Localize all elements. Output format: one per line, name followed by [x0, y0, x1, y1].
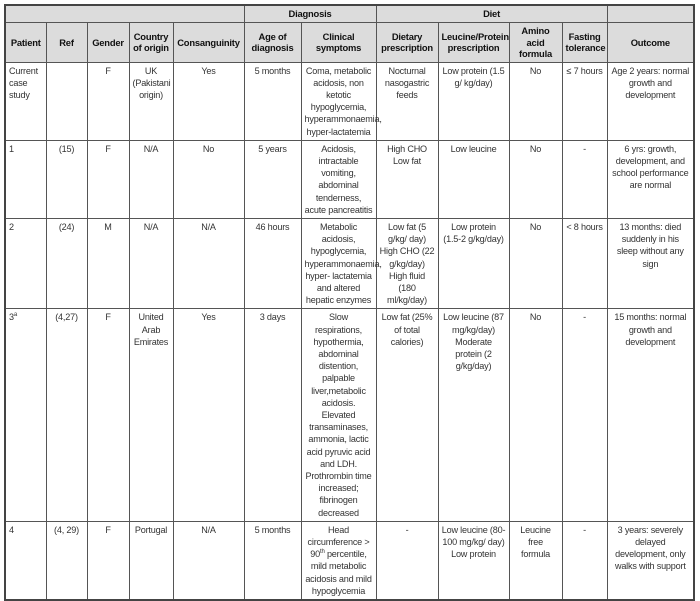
cell-ref: (15) [46, 140, 87, 218]
group-header-row [5, 5, 694, 23]
cell-country: N/A [129, 218, 173, 308]
cell-outcome: 15 months: normal growth and development [607, 309, 694, 521]
symptoms-text-cont: percentile, mild metabolic acidosis and mild hypoglycemia [305, 549, 372, 596]
table-row [5, 521, 694, 600]
cell-fasting-tolerance: < 8 hours [562, 218, 607, 308]
cell-age-of-diagnosis: 3 days [244, 309, 301, 521]
cell-consanguinity: N/A [173, 521, 244, 600]
cell-dietary-prescription: Low fat (25% of total calories) [376, 309, 438, 521]
case-comparison-table [4, 4, 695, 601]
cell-patient [5, 309, 46, 521]
cell-amino-acid-formula: Leucine free formula [509, 521, 562, 600]
cell-gender: M [87, 218, 129, 308]
cell-gender: F [87, 309, 129, 521]
cell-country: N/A [129, 140, 173, 218]
cell-country: United Arab Emirates [129, 309, 173, 521]
col-header-dietary-prescription: Dietary prescription [376, 23, 438, 63]
cell-outcome: 13 months: died suddenly in his sleep without any sign [607, 218, 694, 308]
cell-ref: (24) [46, 218, 87, 308]
ordinal-suffix: th [320, 549, 325, 556]
cell-amino-acid-formula: No [509, 140, 562, 218]
cell-clinical-symptoms: Coma, metabolic acidosis, non ketotic hypoglycemia, hyperammonaemia, hyper-lactatemia [301, 62, 376, 140]
cell-clinical-symptoms: Slow respirations, hypothermia, abdominal distention, palpable liver,metabolic acidosis. Elevated transaminases, ammonia, lactic acid pyruvic acid and LDH. Prothrombin time increased; fibrinogen decreased [301, 309, 376, 521]
cell-leucine-protein: Low leucine [438, 140, 509, 218]
cell-dietary-prescription: Low fat (5 g/kg/ day) High CHO (22 g/kg/day) High fluid (180 ml/kg/day) [376, 218, 438, 308]
cell-amino-acid-formula: No [509, 309, 562, 521]
cell-leucine-protein: Low protein (1.5 g/ kg/day) [438, 62, 509, 140]
cell-age-of-diagnosis: 5 months [244, 521, 301, 600]
cell-country: UK (Pakistani origin) [129, 62, 173, 140]
group-header-diagnosis: Diagnosis [244, 5, 376, 23]
patient-number: 3 [9, 312, 14, 323]
cell-gender: F [87, 140, 129, 218]
table-row [5, 218, 694, 308]
footnote-marker: a [13, 312, 17, 319]
column-header-row [5, 23, 694, 63]
table-row [5, 309, 694, 521]
cell-clinical-symptoms [301, 521, 376, 600]
col-header-consanguinity: Consanguinity [173, 23, 244, 63]
cell-leucine-protein: Low leucine (87 mg/kg/day) Moderate protein (2 g/kg/day) [438, 309, 509, 521]
cell-outcome: Age 2 years: normal growth and development [607, 62, 694, 140]
cell-dietary-prescription: Nocturnal nasogastric feeds [376, 62, 438, 140]
cell-fasting-tolerance: - [562, 309, 607, 521]
cell-patient: Current case study [5, 62, 46, 140]
cell-ref: (4, 29) [46, 521, 87, 600]
cell-gender: F [87, 62, 129, 140]
cell-fasting-tolerance: - [562, 140, 607, 218]
cell-dietary-prescription: - [376, 521, 438, 600]
cell-leucine-protein: Low leucine (80-100 mg/kg/ day) Low protein [438, 521, 509, 600]
col-header-clinical-symptoms: Clinical symptoms [301, 23, 376, 63]
col-header-gender: Gender [87, 23, 129, 63]
col-header-age-of-diagnosis: Age of diagnosis [244, 23, 301, 63]
table-row [5, 140, 694, 218]
case-comparison-table-container [4, 4, 695, 601]
table-row [5, 62, 694, 140]
cell-clinical-symptoms: Metabolic acidosis, hypoglycemia, hyperammonaemia, hyper- lactatemia and altered hepatic enzymes [301, 218, 376, 308]
cell-consanguinity: Yes [173, 62, 244, 140]
cell-amino-acid-formula: No [509, 62, 562, 140]
col-header-patient: Patient [5, 23, 46, 63]
cell-leucine-protein: Low protein (1.5-2 g/kg/day) [438, 218, 509, 308]
col-header-leucine-protein: Leucine/Protein prescription [438, 23, 509, 63]
group-header-blank-left [5, 5, 244, 23]
cell-consanguinity: N/A [173, 218, 244, 308]
cell-outcome: 6 yrs: growth, development, and school performance are normal [607, 140, 694, 218]
symptoms-text: Head circumference > 90 [307, 524, 370, 560]
cell-dietary-prescription: High CHO Low fat [376, 140, 438, 218]
col-header-outcome: Outcome [607, 23, 694, 63]
group-header-blank-right [607, 5, 694, 23]
cell-age-of-diagnosis: 5 months [244, 62, 301, 140]
cell-ref: (4,27) [46, 309, 87, 521]
col-header-country: Country of origin [129, 23, 173, 63]
cell-ref [46, 62, 87, 140]
cell-consanguinity: Yes [173, 309, 244, 521]
cell-patient: 4 [5, 521, 46, 600]
col-header-amino-acid-formula: Amino acid formula [509, 23, 562, 63]
cell-country: Portugal [129, 521, 173, 600]
cell-patient: 2 [5, 218, 46, 308]
cell-amino-acid-formula: No [509, 218, 562, 308]
cell-age-of-diagnosis: 5 years [244, 140, 301, 218]
cell-clinical-symptoms: Acidosis, intractable vomiting, abdominal tenderness, acute pancreatitis [301, 140, 376, 218]
cell-fasting-tolerance: - [562, 521, 607, 600]
col-header-fasting-tolerance: Fasting tolerance [562, 23, 607, 63]
col-header-ref: Ref [46, 23, 87, 63]
cell-consanguinity: No [173, 140, 244, 218]
group-header-diet: Diet [376, 5, 607, 23]
cell-gender: F [87, 521, 129, 600]
cell-outcome: 3 years: severely delayed development, only walks with support [607, 521, 694, 600]
cell-patient: 1 [5, 140, 46, 218]
cell-fasting-tolerance: ≤ 7 hours [562, 62, 607, 140]
cell-age-of-diagnosis: 46 hours [244, 218, 301, 308]
